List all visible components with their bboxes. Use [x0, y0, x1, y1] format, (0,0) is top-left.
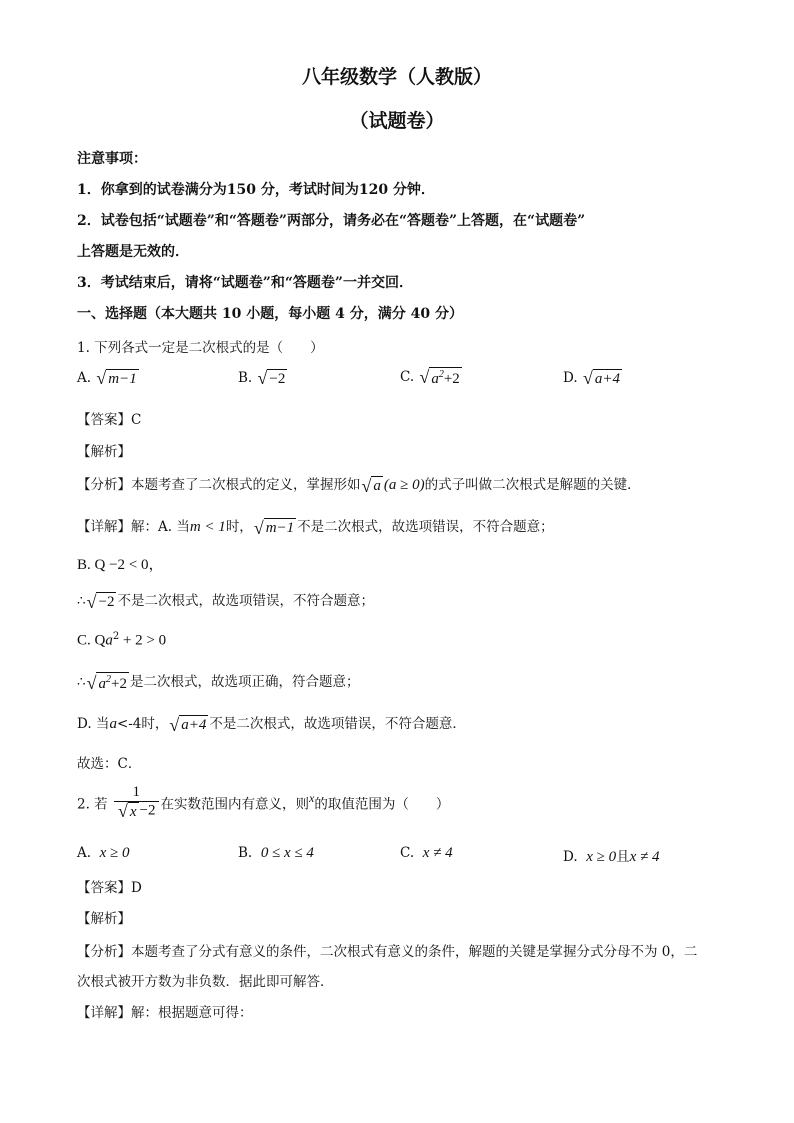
q1-stem: 1. 下列各式一定是二次根式的是（ ） — [77, 340, 324, 356]
notes-item-1: 1．你拿到的试卷满分为150 分，考试时间为120 分钟． — [77, 182, 435, 198]
option-label: A. — [77, 369, 92, 386]
q2-option-c: C. x ≠ 4 — [400, 845, 453, 861]
sqrt-expression: √ x — [117, 801, 137, 822]
notes-item-2a: 2．试卷包括“试题卷”和“答题卷”两部分，请务必在“答题卷”上答题，在“试题卷” — [77, 213, 586, 229]
sqrt-expression: √ $a^2+2$ — [419, 367, 460, 388]
sqrt-expression: √ a+4 — [169, 714, 207, 735]
q1-line-c1: C. $Qa^2 + 2 > 0$ — [77, 631, 167, 649]
q2-fenxi-line2: 次根式被开方数为非负数．据此即可解答． — [77, 974, 334, 990]
option-label: C. — [400, 368, 415, 385]
q2-xiangjie: 【详解】解：根据题意可得： — [77, 1005, 253, 1021]
sqrt-expression: √ $a^2+2$ — [86, 672, 127, 693]
q2-stem: 2. 若 $\frac{1}{√ x -2}$ 在实数范围内有意义，则x的取值范围为（ ） — [77, 784, 450, 822]
notes-heading: 注意事项： — [77, 151, 147, 167]
q1-option-c — [400, 367, 463, 388]
q2-option-b: B. 0 ≤ x ≤ 4 — [238, 845, 314, 861]
q1-line-d: D. 当a<-4时，√ a+4 不是二次根式，故选项错误，不符合题意． — [77, 714, 466, 735]
sqrt-expression: √ −2 — [86, 591, 115, 612]
sqrt-expression: √ a+4 — [582, 368, 620, 389]
q2-analysis-tag: 【解析】 — [77, 911, 131, 927]
section-heading: 一、选择题（本大题共 10 小题，每小题 4 分，满分 40 分） — [77, 306, 463, 322]
q1-xiangjie: 【详解】解：A. 当m < 1时，√ m−1 不是二次根式，故选项错误，不符合题意； — [77, 517, 554, 538]
option-label: D. — [563, 369, 578, 386]
q1-option-b — [238, 369, 288, 388]
sqrt-expression: √ m−1 — [253, 517, 295, 538]
q1-line-b2: ∴√ −2 不是二次根式，故选项错误，不符合题意； — [77, 591, 374, 612]
q1-analysis-tag: 【解析】 — [77, 444, 131, 460]
q1-option-a — [77, 369, 140, 388]
q1-line-c2: ∴√ $a^2+2$ 是二次根式，故选项正确，符合题意； — [77, 672, 360, 693]
q1-fenxi: 【分析】本题考查了二次根式的定义，掌握形如√ a (a ≥ 0)的式子叫做二次根式是解题的关键． — [77, 475, 641, 496]
q2-option-d: D. x ≥ 0且x ≠ 4 — [563, 849, 660, 865]
q2-answer: 【答案】D — [77, 880, 142, 896]
q1-option-d — [563, 369, 623, 388]
q1-answer: 【答案】C — [77, 412, 142, 428]
page-subtitle: （试题卷） — [349, 110, 445, 132]
q1-choose: 故选：C． — [77, 756, 142, 772]
q2-option-a: A. x ≥ 0 — [77, 845, 130, 861]
option-label: B. — [238, 369, 253, 386]
fraction: $\frac{1}{√ x -2}$ — [114, 784, 159, 821]
notes-item-2b: 上答题是无效的． — [77, 244, 189, 260]
sqrt-expression: √ m−1 — [96, 368, 137, 389]
page-title: 八年级数学（人教版） — [301, 66, 492, 88]
notes-item-3: 3．考试结束后，请将“试题卷”和“答题卷”一并交回． — [77, 275, 413, 291]
q2-fenxi-line1: 【分析】本题考查了分式有意义的条件，二次根式有意义的条件，解题的关键是掌握分式分母不为 0，二 — [77, 944, 698, 960]
q1-line-b1: B. Q −2 < 0， — [77, 557, 164, 573]
sqrt-expression: √ −2 — [257, 368, 286, 389]
sqrt-expression: √ a — [361, 475, 381, 496]
